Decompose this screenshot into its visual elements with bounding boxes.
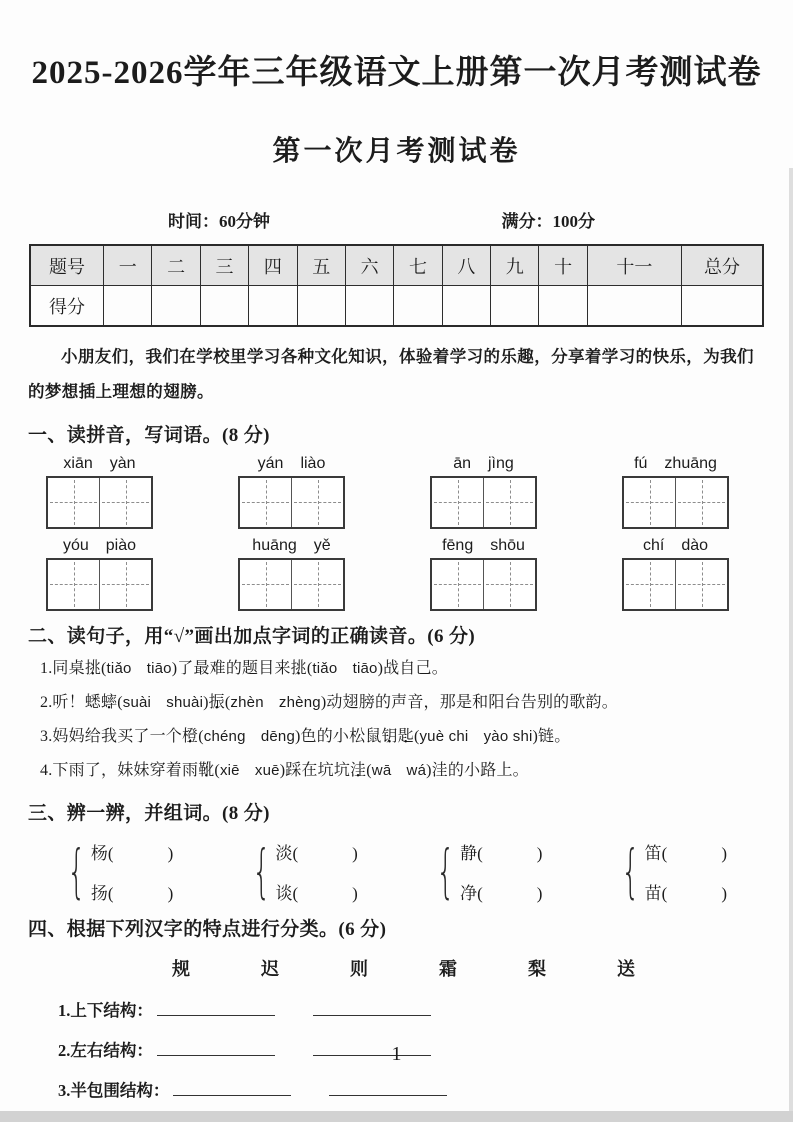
brace-glyph: { bbox=[67, 837, 86, 906]
answer-blank-line bbox=[173, 1081, 291, 1096]
time-limit-label: 时间：60分钟 bbox=[168, 212, 270, 231]
answer-blank-line bbox=[157, 1001, 275, 1016]
writing-grid-cell bbox=[483, 478, 535, 527]
dotted-character: 钥 • bbox=[382, 720, 398, 754]
pair-line bbox=[91, 839, 173, 864]
writing-grid-cell bbox=[291, 478, 343, 527]
paren-close: ) bbox=[721, 883, 727, 903]
answer-blank-line bbox=[329, 1081, 447, 1096]
pinyin-word-group bbox=[238, 537, 345, 611]
classify-item-label: 1.上下结构： bbox=[58, 1000, 153, 1020]
pinyin-options: xiē xuē bbox=[219, 761, 280, 779]
pair-line bbox=[645, 839, 727, 864]
score-table-header-cell: 九 bbox=[491, 245, 539, 286]
sentence-text: ( bbox=[198, 727, 204, 745]
score-entry-cell bbox=[249, 286, 297, 327]
pair-line bbox=[275, 839, 357, 864]
pinyin-label bbox=[63, 537, 136, 555]
writing-grid-cell bbox=[432, 560, 483, 609]
classify-character: 送 bbox=[617, 958, 635, 979]
pinyin-syllable: shōu bbox=[490, 536, 525, 554]
writing-grid-cell bbox=[99, 560, 151, 609]
sentence-text: ( bbox=[366, 761, 372, 779]
sentence-text: ( bbox=[117, 693, 123, 711]
score-table-header-cell: 八 bbox=[442, 245, 490, 286]
character-pair bbox=[58, 839, 173, 904]
pair-line bbox=[91, 879, 173, 904]
sentence bbox=[40, 754, 793, 788]
pair-character: 扬 bbox=[90, 883, 108, 903]
writing-grid-box bbox=[238, 558, 345, 611]
pinyin-options: tiǎo tiāo bbox=[312, 659, 378, 677]
writing-grid-box bbox=[46, 476, 153, 529]
sentence-text: )了最难的题目来 bbox=[171, 659, 291, 677]
score-row-label: 得分 bbox=[30, 286, 104, 327]
classify-item-label: 2.左右结构： bbox=[58, 1040, 153, 1060]
sentence-text: 3.妈妈给我买了一个 bbox=[40, 727, 183, 745]
paren-close: ) bbox=[167, 883, 174, 903]
writing-grid-box bbox=[430, 558, 537, 611]
pair-column bbox=[460, 839, 542, 904]
pair-character: 苗 bbox=[644, 883, 662, 903]
writing-grid-cell bbox=[675, 560, 727, 609]
sentence-text: )战自己。 bbox=[377, 659, 448, 677]
intro-paragraph: 小朋友们，我们在学校里学习各种文化知识，体验着学习的乐趣，分享着学习的快乐，为我们的梦想插上理想的翅膀。 bbox=[28, 347, 754, 402]
section-one-heading: 一、读拼音，写词语。(8 分) bbox=[28, 424, 270, 446]
page-subtitle: 第一次月考测试卷 bbox=[272, 136, 521, 167]
pair-line bbox=[275, 879, 357, 904]
character-pair bbox=[243, 839, 358, 904]
writing-grid-cell bbox=[483, 560, 535, 609]
brace-glyph: { bbox=[251, 837, 271, 906]
writing-grid-cell bbox=[99, 478, 151, 527]
pair-column bbox=[91, 839, 173, 904]
sentence-text: 1.同桌 bbox=[40, 659, 85, 677]
pair-character: 净 bbox=[460, 883, 478, 903]
sentence bbox=[40, 686, 793, 720]
brace-glyph: { bbox=[620, 837, 640, 906]
score-entry-cell bbox=[200, 286, 248, 327]
pair-line bbox=[645, 879, 727, 904]
dotted-character: 挑 • bbox=[291, 652, 307, 686]
classify-character: 迟 bbox=[261, 958, 279, 979]
sentence-text: ( bbox=[306, 659, 313, 677]
paren-open: ( bbox=[661, 883, 668, 903]
paren-close: ) bbox=[536, 843, 543, 863]
writing-grid-cell bbox=[432, 478, 483, 527]
exam-meta-row bbox=[0, 207, 793, 232]
scan-edge-bottom bbox=[0, 1111, 793, 1122]
score-entry-cell bbox=[394, 286, 442, 327]
section-four-heading: 四、根据下列汉字的特点进行分类。(6 分) bbox=[28, 918, 387, 940]
scan-edge-right bbox=[789, 168, 793, 1111]
writing-grid-box bbox=[622, 476, 729, 529]
writing-grid-cell bbox=[48, 560, 99, 609]
pinyin-label bbox=[63, 455, 135, 473]
pinyin-label bbox=[442, 537, 525, 555]
dotted-character: 挑 • bbox=[85, 652, 101, 686]
paren-open: ( bbox=[292, 843, 299, 863]
pinyin-syllable: huāng bbox=[252, 536, 297, 554]
pair-column bbox=[645, 839, 727, 904]
pinyin-word-group bbox=[622, 537, 729, 611]
pair-character: 淡 bbox=[275, 843, 293, 863]
dotted-character: 靴 • bbox=[198, 754, 214, 788]
writing-grid-box bbox=[46, 558, 153, 611]
score-table-header-cell: 三 bbox=[200, 245, 248, 286]
sentence-text: )链。 bbox=[532, 727, 571, 745]
dotted-character: 橙 • bbox=[182, 720, 198, 754]
pinyin-label bbox=[252, 537, 330, 555]
score-table-header-cell: 五 bbox=[297, 245, 345, 286]
pair-line bbox=[460, 879, 542, 904]
classify-item bbox=[58, 1077, 793, 1101]
pair-character: 杨 bbox=[90, 843, 108, 863]
pinyin-syllable: liào bbox=[300, 454, 326, 472]
answer-blank-line bbox=[313, 1001, 431, 1016]
pinyin-syllable: jìng bbox=[488, 454, 514, 472]
pinyin-label bbox=[258, 455, 326, 473]
pair-line bbox=[460, 839, 542, 864]
score-table bbox=[29, 244, 764, 327]
sentence-text: ( bbox=[224, 693, 231, 711]
paren-open: ( bbox=[107, 883, 114, 903]
full-score-label: 满分：100分 bbox=[501, 212, 595, 231]
dotted-character: 洼 • bbox=[350, 754, 366, 788]
pinyin-syllable: dào bbox=[681, 536, 709, 554]
pinyin-syllable: piào bbox=[105, 536, 137, 554]
writing-grid-cell bbox=[624, 478, 675, 527]
pinyin-options: tiǎo tiāo bbox=[106, 659, 172, 677]
pinyin-word-row-1 bbox=[0, 455, 793, 529]
score-table-header-cell: 十一 bbox=[587, 245, 681, 286]
score-table-header-cell: 十 bbox=[539, 245, 587, 286]
paren-open: ( bbox=[477, 843, 483, 863]
pinyin-word-group bbox=[46, 537, 153, 611]
pinyin-syllable: yàn bbox=[109, 454, 136, 472]
score-entry-cell bbox=[442, 286, 490, 327]
classify-item-label: 3.半包围结构： bbox=[58, 1080, 170, 1100]
paren-close: ) bbox=[352, 843, 358, 863]
score-entry-cell bbox=[345, 286, 393, 327]
section-two-heading: 二、读句子，用“√”画出加点字词的正确读音。(6 分) bbox=[28, 625, 476, 647]
sentence-text: ( bbox=[101, 659, 107, 677]
score-entry-cell bbox=[152, 286, 200, 327]
score-entry-cell bbox=[297, 286, 345, 327]
paren-open: ( bbox=[292, 883, 299, 903]
pinyin-options: zhèn zhèng bbox=[230, 693, 321, 711]
score-entry-cell bbox=[104, 286, 152, 327]
word-pairs-row bbox=[58, 839, 727, 904]
character-pair bbox=[612, 839, 727, 904]
score-entry-cell bbox=[682, 286, 764, 327]
sentence-text: )洼的小路上。 bbox=[426, 761, 529, 779]
classify-character: 规 bbox=[172, 958, 190, 979]
sentence-text: )色的小松鼠 bbox=[295, 727, 382, 745]
sentence-text: 4.下雨了，妹妹穿着雨 bbox=[40, 761, 199, 779]
pinyin-syllable: yán bbox=[257, 454, 284, 472]
score-table-header-cell: 一 bbox=[104, 245, 152, 286]
pinyin-options: suài shuài bbox=[122, 693, 204, 711]
dotted-character: 振 • bbox=[209, 686, 225, 720]
score-table-score-row bbox=[30, 286, 763, 327]
sentence-text: ) bbox=[203, 693, 209, 711]
classify-characters-row bbox=[172, 955, 635, 981]
pair-character: 笛 bbox=[644, 843, 662, 863]
pair-column bbox=[275, 839, 357, 904]
writing-grid-cell bbox=[48, 478, 99, 527]
pinyin-syllable: zhuāng bbox=[664, 454, 717, 472]
paren-close: ) bbox=[352, 883, 358, 903]
dotted-character: 匙 • bbox=[398, 720, 414, 754]
paren-close: ) bbox=[536, 883, 543, 903]
pinyin-options: yuè chi yào shi bbox=[419, 727, 533, 745]
pinyin-word-group bbox=[238, 455, 345, 529]
classify-character: 梨 bbox=[528, 958, 546, 979]
score-table-header-cell: 题号 bbox=[30, 245, 104, 286]
page-number: 1 bbox=[391, 1043, 402, 1065]
score-table-header-cell: 六 bbox=[345, 245, 393, 286]
pinyin-options: wā wá bbox=[371, 761, 427, 779]
sentence-text: )动翅膀的声音，那是和阳台告别的歌韵。 bbox=[320, 693, 618, 711]
pinyin-label bbox=[643, 537, 708, 555]
score-entry-cell bbox=[587, 286, 681, 327]
paren-open: ( bbox=[107, 843, 114, 863]
score-entry-cell bbox=[539, 286, 587, 327]
pinyin-options: chéng dēng bbox=[203, 727, 295, 745]
pinyin-word-group bbox=[46, 455, 153, 529]
classify-item bbox=[58, 997, 793, 1021]
pinyin-syllable: xiān bbox=[63, 454, 93, 472]
page-title: 2025-2026学年三年级语文上册第一次月考测试卷 bbox=[31, 55, 762, 91]
dotted-character: 蟀 • bbox=[101, 686, 117, 720]
classify-character: 则 bbox=[350, 958, 368, 979]
pinyin-syllable: fú bbox=[634, 454, 648, 472]
pinyin-word-group bbox=[430, 537, 537, 611]
pinyin-label bbox=[453, 455, 514, 473]
pair-character: 谈 bbox=[275, 883, 293, 903]
pinyin-syllable: ān bbox=[453, 454, 471, 472]
section-three-heading: 三、辨一辨，并组词。(8 分) bbox=[28, 802, 270, 824]
section-two-sentences bbox=[40, 652, 793, 788]
character-pair bbox=[427, 839, 542, 904]
pinyin-syllable: fēng bbox=[442, 536, 474, 554]
classify-character: 霜 bbox=[439, 958, 457, 979]
pinyin-word-row-2 bbox=[0, 537, 793, 611]
paren-close: ) bbox=[167, 843, 174, 863]
sentence-text: )踩在坑坑 bbox=[279, 761, 351, 779]
sentence-text: ( bbox=[214, 761, 220, 779]
pinyin-syllable: chí bbox=[642, 536, 665, 554]
sentence-text: ( bbox=[413, 727, 420, 745]
paren-open: ( bbox=[477, 883, 483, 903]
writing-grid-cell bbox=[675, 478, 727, 527]
writing-grid-cell bbox=[240, 560, 291, 609]
score-table-header-cell: 总分 bbox=[682, 245, 764, 286]
pinyin-label bbox=[634, 455, 717, 473]
sentence bbox=[40, 720, 793, 754]
writing-grid-box bbox=[622, 558, 729, 611]
sentence-text: 2.听！蟋 bbox=[40, 693, 102, 711]
score-table-header-cell: 四 bbox=[249, 245, 297, 286]
score-table-header-cell: 二 bbox=[152, 245, 200, 286]
writing-grid-cell bbox=[291, 560, 343, 609]
writing-grid-box bbox=[238, 476, 345, 529]
paren-open: ( bbox=[661, 843, 668, 863]
paren-close: ) bbox=[721, 843, 727, 863]
pinyin-syllable: yě bbox=[313, 536, 331, 554]
pinyin-word-group bbox=[622, 455, 729, 529]
pair-character: 静 bbox=[460, 843, 478, 863]
writing-grid-cell bbox=[624, 560, 675, 609]
pinyin-syllable: yóu bbox=[62, 536, 89, 554]
brace-glyph: { bbox=[436, 837, 455, 906]
score-table-header-row bbox=[30, 245, 763, 286]
writing-grid-box bbox=[430, 476, 537, 529]
writing-grid-cell bbox=[240, 478, 291, 527]
pinyin-word-group bbox=[430, 455, 537, 529]
score-entry-cell bbox=[491, 286, 539, 327]
sentence bbox=[40, 652, 793, 686]
score-table-header-cell: 七 bbox=[394, 245, 442, 286]
